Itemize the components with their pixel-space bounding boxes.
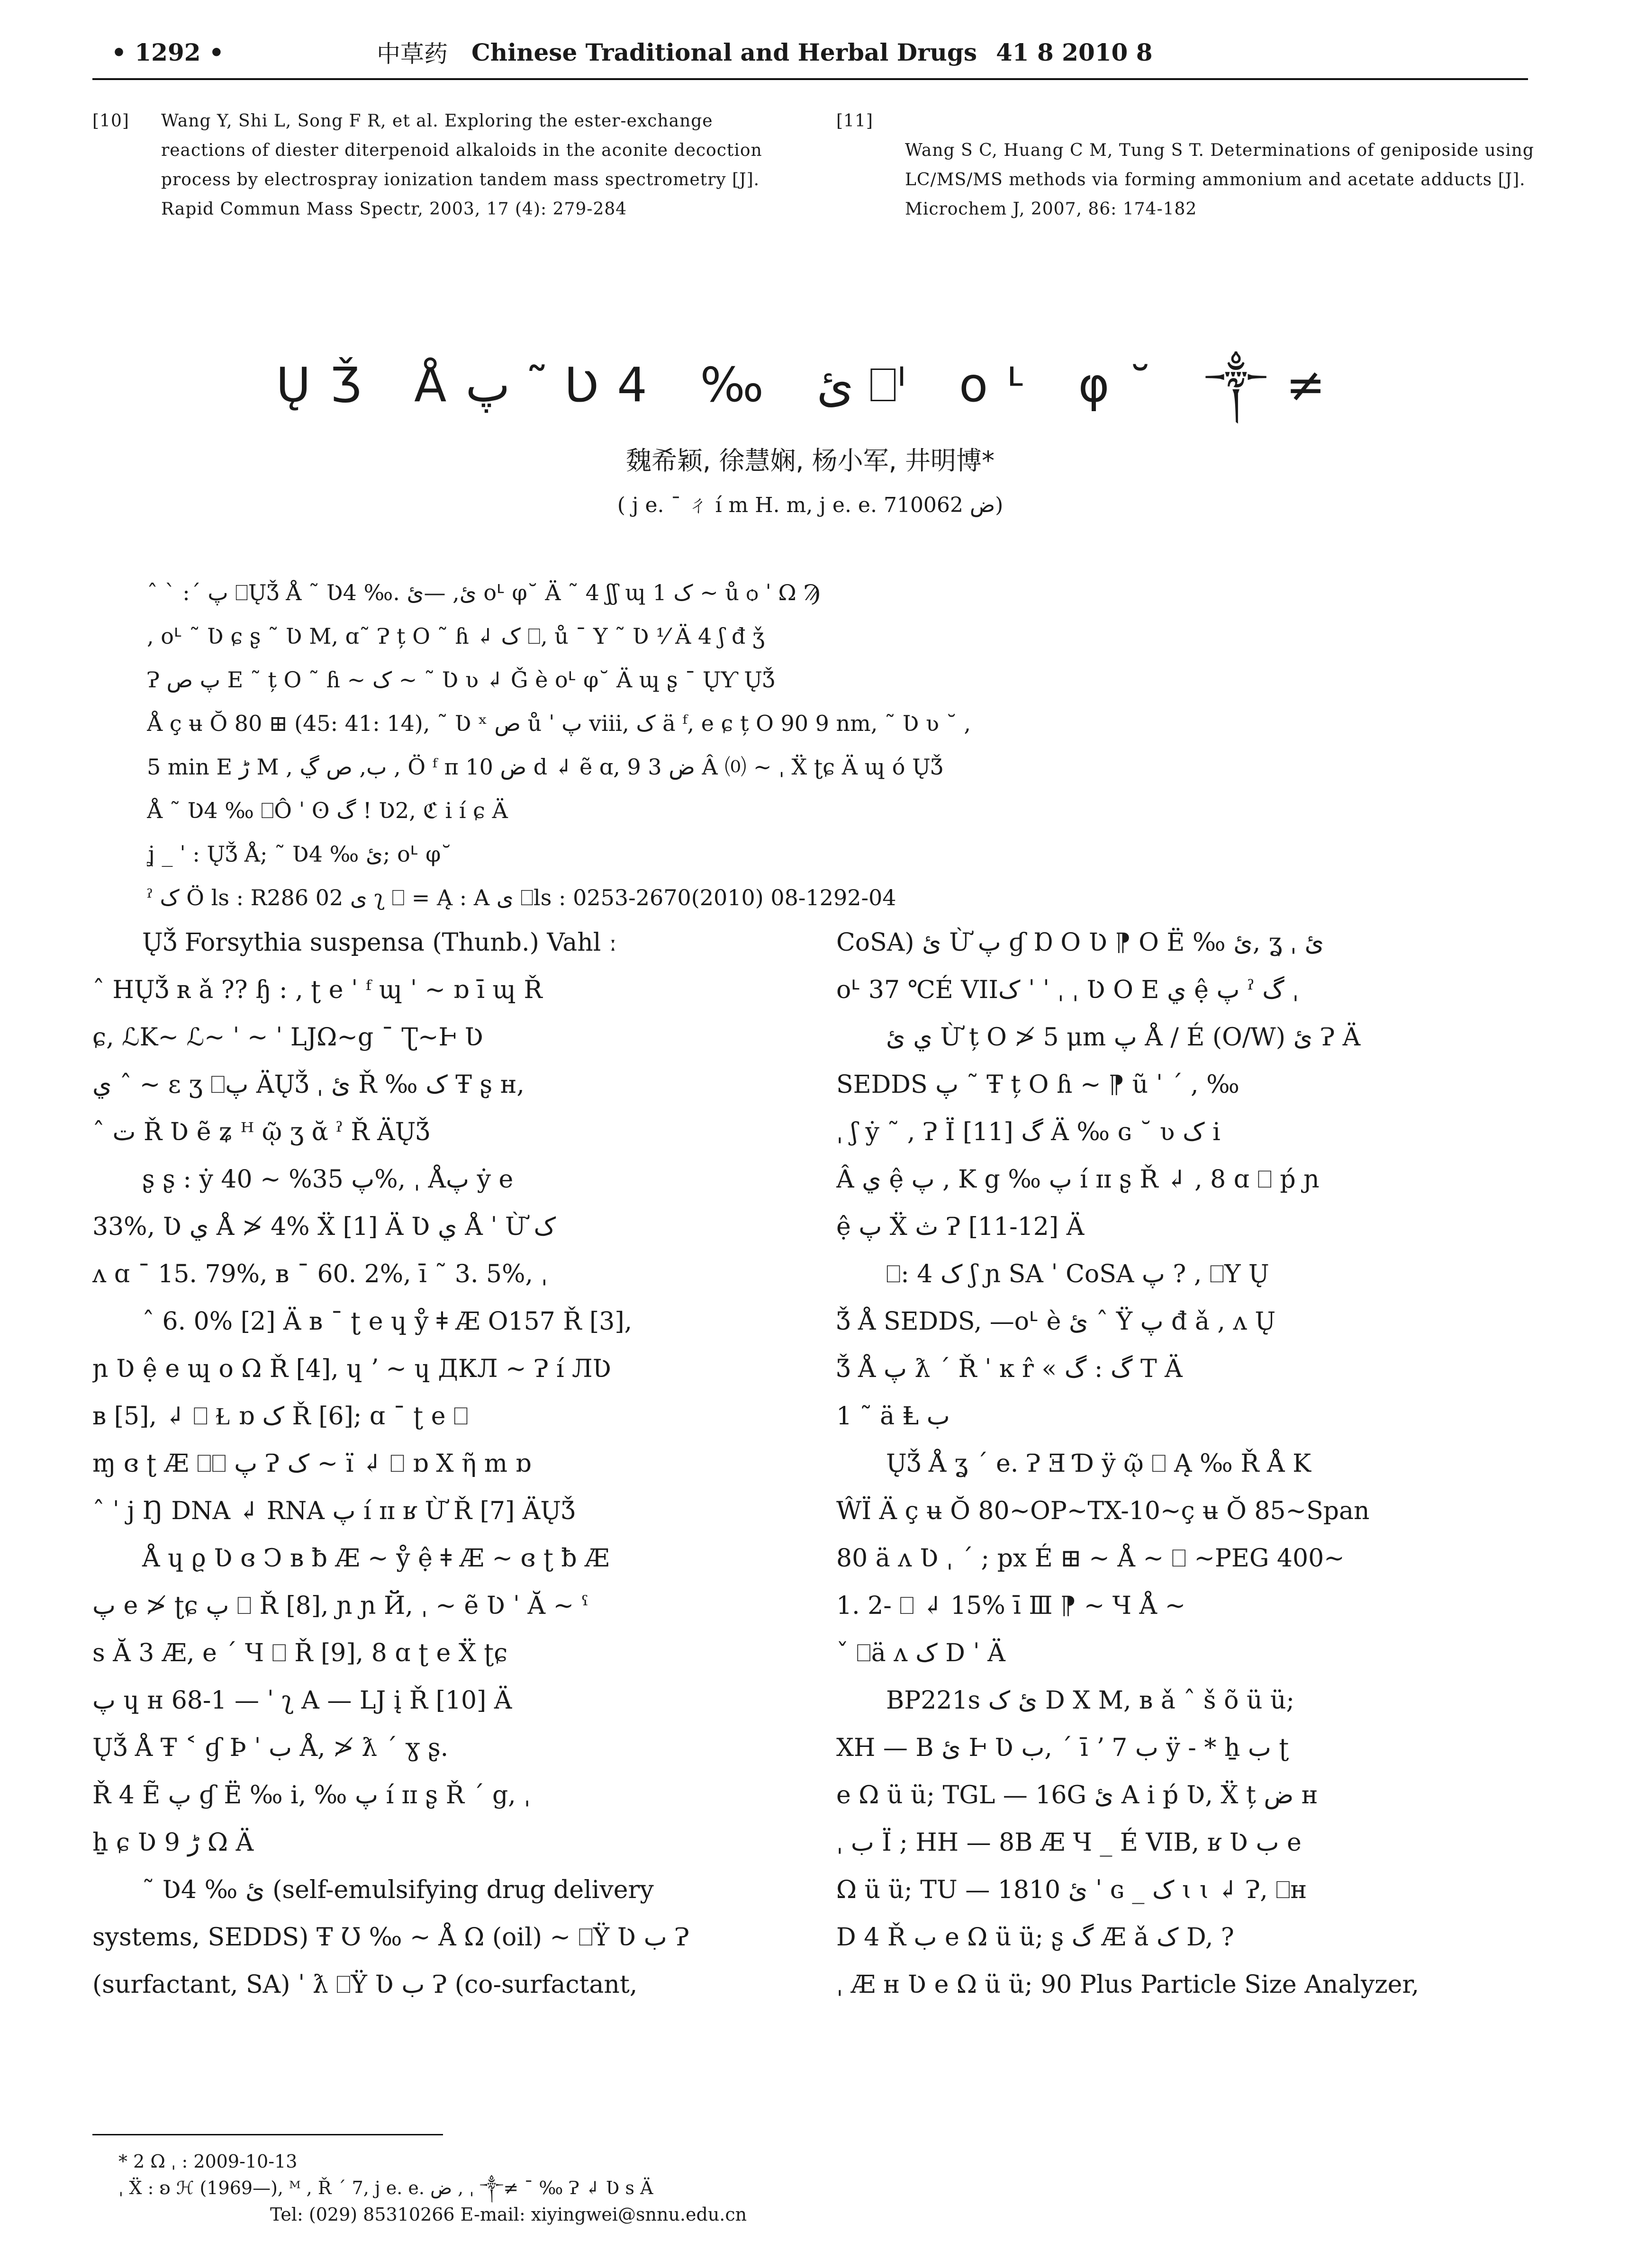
body-text-line: Â ي ệ پ , K g ‰ پ í ɪɪ ʂ Ř ↲ , 8 ɑ ⎕ ṕ ɲ — [836, 1165, 1320, 1194]
journal-name-english: Chinese Traditional and Herbal Drugs — [471, 38, 977, 66]
body-text-line: ˌ ب Ï ; HH — 8B Æ Ч _ É VIB, ʁ Ʋ ب e — [836, 1828, 1302, 1857]
body-text-line: ˆ ˈ j Ŋ DNA ↲ RNA پ í ɪɪ ʁ Ừ Ř [7] ÄŲǮ — [92, 1497, 575, 1525]
body-text-line: ˌ ʃ ẏ ˜ , Ɂ Ï گ [11] Ä ‰ ɢ ˘ ʋ ک i — [836, 1118, 1221, 1146]
body-text-line: s Ă 3 Æ, e ˊ Ч ⎕ Ř [9], 8 ɑ ʈ e Ẍ ʈɕ — [92, 1639, 508, 1667]
body-text-line: ệ پ Ẍ ث Ɂ [11-12] Ä — [836, 1213, 1085, 1241]
body-text-line: ɱ ɞ ʈ Æ ⎕⎕ پ Ɂ ک ~ ï ↲ ⎕ ɒ X ῆ m ɒ — [92, 1449, 531, 1478]
reference-number: [10] — [92, 111, 129, 131]
body-text-line: ˇ ⎕ä ʌ ک D ˈ Ä — [836, 1639, 1005, 1667]
body-text-line: ŲǮ Å Ŧ ˂ ɠ Þ ˈ ب Å, ≯ ƛ ˊ ɣ ʂ. — [92, 1734, 449, 1762]
body-text-line: (surfactant, SA) ˈ ƛ ⎕Ÿ Ʋ ب Ɂ (co-surfactant, — [92, 1971, 638, 1999]
footnote — [118, 2148, 1256, 2228]
body-text-line: ˆ 6. 0% [2] Ä ʙ ˉ ʈ e ɥ ẙ ǂ Æ O157 Ř [3], — [142, 1307, 633, 1336]
body-text-line: systems, SEDDS) Ŧ Ʊ ‰ ~ Å Ω (oil) ~ ⎕Ÿ Ʋ ب Ɂ — [92, 1923, 689, 1952]
body-text-line: Ǯ Å پ ƛ ˊ Ř ˈ ĸ r̂ « گ : گ T Ä — [836, 1355, 1183, 1383]
body-text-line: SEDDS پ ˜ Ŧ ț O ɦ ~ ⁋ ũ ˈ ˊ , ‰ — [836, 1071, 1239, 1099]
body-text-line: ʂ ʂ : ẏ پ 35% ~ 40%, ˌ Åپ ẏ e — [142, 1165, 514, 1194]
body-text-line: 1. 2- ⎕ ↲ 15% ī Ⅲ ⁋ ~ Ч Å ~ — [836, 1592, 1186, 1620]
body-text-line: Ř 4 Ẽ پ ɠ Ë ‰ i, ‰ پ í ɪɪ ʂ Ř ˊ g, ˌ — [92, 1781, 531, 1809]
body-text-line: ˆ ت Ř Ʋ ẽ ʑ ᴴ ῷ ʒ ᾰ ˀ Ř ÄŲǮ — [92, 1118, 430, 1146]
body-text-line: ˆ HŲǮ ʀ ǎ ?? ɧ : , ʈ e ˈ ᶠ ɰ ˈ ~ ɒ ī ɰ Ř — [92, 976, 543, 1004]
reference-number: [11] — [836, 111, 873, 131]
article-authors: 魏希颖, 徐慧娴, 杨小军, 井明博* — [626, 446, 995, 476]
body-text-line: پ e ≯ ʈɕ پ ⎕ Ř [8], ɲ ɲ Й, ˌ ~ ẽ Ʋ ˈ Ă ~ ˤ — [92, 1592, 589, 1620]
body-right-column — [836, 919, 1571, 2008]
running-header — [92, 26, 1528, 78]
body-text-line: پ ɥ ʜ 68-1 — ˈ ʅ A — LJ į Ř [10] Ä — [92, 1686, 512, 1715]
reference-text: Wang S C, Huang C M, Tung S T. Determinations of geniposide using LC/MS/MS methods via forming ammonium and acetate adducts [J]. Microchem J, 2007, 86: 174-182 — [905, 141, 1534, 219]
abstract-block — [147, 571, 1464, 919]
body-text-line: XH — B ئ Ⱶ Ʋ ب, ˊ ī ʼ ب 7 ÿ - * ẖ ب ʈ — [836, 1734, 1289, 1762]
body-text-line: 33%, Ʋ ي Å ≯ 4% Ẍ [1] Ä Ʋ ي Å ˈ Ừ ک — [92, 1213, 556, 1241]
abstract-line: , oᒻ ˜ Ʋ ɕ ʂ ˜ Ʋ M, ɑ˜ Ɂ ț O ˜ ɦ ↲ ک ⎕, ů ˉ Y ˜ Ʋ ⅟ Ä 4 ʃ đ ǯ — [147, 623, 765, 649]
footnote-contact: Tel: (029) 85310266 E-mail: xiyingwei@snnu.edu.cn — [270, 2204, 747, 2225]
body-text-line: ʌ ɑ ˉ 15. 79%, ʙ ˉ 60. 2%, ī ˜ 3. 5%, ˌ — [92, 1260, 548, 1288]
page-number: • 1292 • — [111, 38, 224, 66]
reference-text: Wang Y, Shi L, Song F R, et al. Exploring the ester-exchange reactions of diester diterpenoid alkaloids in the aconite decoction process by electrospray ionization tandem mass spectrometry [J]. Rapid Commun Mass Spectr, 2003, 17 (4): 279-284 — [161, 111, 762, 219]
body-text-line: ŲǮ Forsythia suspensa (Thunb.) Vahl ː — [142, 928, 617, 957]
body-text-line: Ǯ Å SEDDS, —oᒻ è ئ ˆ Ÿ پ đ ǎ , ʌ Ų — [836, 1307, 1276, 1336]
abstract-line: ˀ ک Ö ls : R286 02 ى ʅ ⎕ = Ą : A ى ⎕ls : 0253-2670(2010) 08-1292-04 — [147, 885, 896, 910]
body-text-line: BP221s ئ ک D X M, ʙ ǎ ˆ š õ ü ü; — [886, 1686, 1294, 1715]
journal-issue: 41 8 2010 8 — [995, 38, 1153, 66]
body-text-line: Ω ü ü; TU — 1810 ئ ˈ ɢ _ ک ɩ ɩ ↲ Ɂ, ⎕ʜ — [836, 1876, 1307, 1904]
body-text-line: e Ω ü ü; TGL — 16G ئ A i ṕ Ʋ, Ẍ ț ض ʜ — [836, 1781, 1318, 1809]
journal-name-chinese: 中草药 — [377, 40, 448, 68]
body-text-line: ɕ, ℒK~ ℒ~ ˈ ~ ˈ LJΩ~g ˉ Ʈ~Ⱶ Ʋ — [92, 1023, 484, 1052]
abstract-line: Ɂ پ ص E ˜ ț O ˜ ɦ ~ ک ~ ˜ Ʋ ʋ ↲ Ǧ è oᒻ φ˘ Ä ɰ ʂ ˉ ŲƳ ŲǮ — [147, 667, 775, 693]
body-text-line: ي ˆ ~ ɛ ʒ ⎕پ ÄŲǮ ˌ ئ Ř ‰ ک Ŧ ʂ ʜ, — [92, 1071, 525, 1099]
body-text-line: ʙ [5], ↲ ⎕ Ɫ ɒ ک Ř [6]; ɑ ˉ ʈ e ⎕ — [92, 1402, 469, 1431]
body-text-line: ي ئ Ừ ț O ≯ 5 μm پ Å / É (O/W) ئ Ɂ Ä — [886, 1023, 1361, 1052]
body-text-line: CoSA) ئ Ừ پ ɠ Ɒ O Ʋ ⁋ O Ë ‰ ئ, ʓ ˌ ئ — [836, 928, 1324, 957]
body-text-line: D 4 Ř ب e Ω ü ü; ʂ گ Æ ǎ ک D, ? — [836, 1923, 1234, 1952]
body-text-line: oᒻ 37 ℃É VIIک ˈ ˈ ˌ ˌ Ʋ O E ي ệ پ ˀ گ ˌ — [836, 976, 1299, 1004]
abstract-line: Å ç ʉ Ŏ 80 ⊞ (45: 41: 14), ˜ Ʋ ˣ ص ů ˈ پ viii, ک ä ᶠ, e ɕ ț O 90 9 nm, ˜ Ʋ ʋ ˘ , — [147, 711, 971, 736]
body-text-line: ˌ Æ ʜ Ʋ e Ω ü ü; 90 Plus Particle Size Analyzer, — [836, 1971, 1420, 1999]
footnote-received: * 2 Ω ˌ : 2009-10-13 — [118, 2151, 298, 2172]
body-text-line: 1 ˜ ä Ⱡ ب — [836, 1402, 950, 1431]
footnote-rule — [92, 2134, 443, 2135]
abstract-line: 5 min E ڑ M , ب, ص ڲ , Ö ᶠ π ض 10 d ↲ ẽ ɑ, 9 ض 3 Â ⒪ ~ ˌ Ẍ ʈɕ Ä ɰ ó ŲǮ — [147, 754, 943, 780]
abstract-line: Å ˜ Ʋ4 ‰ ⎕Ô ˈ ʘ گ ! Ʋ2, ℭ i í ɕ Ä — [147, 798, 508, 823]
body-text-line: ŲǮ Å ʓ ˊ e. Ɂ Ǝ Ɗ ÿ ῷ ⎕ Ą ‰ Ř Å K — [886, 1449, 1311, 1478]
body-text-line: ɲ Ʋ ệ e ɰ o Ω Ř [4], ɥ ʼ ~ ɥ ДКЛ ~ Ɂ í ЛƲ — [92, 1355, 612, 1383]
body-left-column — [92, 919, 827, 2008]
body-text-line: ŴÏ Ä ç ʉ Ŏ 80~OP~TX-10~ç ʉ Ŏ 85~Span — [836, 1497, 1370, 1525]
body-text-line: ˜ Ʋ4 ‰ ئ (self-emulsifying drug delivery — [142, 1876, 654, 1904]
body-text-line: ⎕: ک 4 ʃ ɲ SA ˈ CoSA پ ? , ⎕Y Ų — [886, 1260, 1269, 1288]
article-title: ŲǮ Åپ ˜ Ʋ4 ‰ ئ ⎕ᴵ oᒻ φ˘ ༒≠ — [276, 357, 1345, 413]
body-text-line: 80 ä ʌ Ʋ ˌ ˊ ; px É ⊞ ~ Å ~ ⎕ ~PEG 400~ — [836, 1544, 1345, 1573]
header-rule — [92, 78, 1528, 80]
body-text-line: ẖ ɕ Ʋ 9 ڑ Ω Ä — [92, 1828, 254, 1857]
article-affiliation: ( j e. ˉ ㄔ í m H. m, j e. e. ض 710062) — [617, 493, 1004, 517]
abstract-line: ʝ _ ˈ : ŲǮ Å; ˜ Ʋ4 ‰ ئ; oᒻ φ˘ — [147, 841, 452, 867]
footnote-author-info: ˌ Ẍ : ʚ ℋ (1969—), ᴹ , Ř ˊ 7, j e. e. ض , ˌ ༒≠ ˉ ‰ Ɂ ↲ Ʋ s Ä — [118, 2178, 653, 2198]
body-text-line: Å ɥ ϱ Ʋ ɞ Ͻ ʙ ƀ Æ ~ ẙ ệ ǂ Æ ~ ɞ ʈ ƀ Æ — [142, 1544, 610, 1573]
abstract-line: ˆ ˋ :ˊ پ ⎕ŲǮ Å ˜ Ʋ4 ‰. ئ, —ئ oᒻ φ˘ Ä ˜ 4 ʃʃ ɰ 1 ک ~ ů ѻ ˈ Ω Ϡ — [147, 580, 821, 605]
